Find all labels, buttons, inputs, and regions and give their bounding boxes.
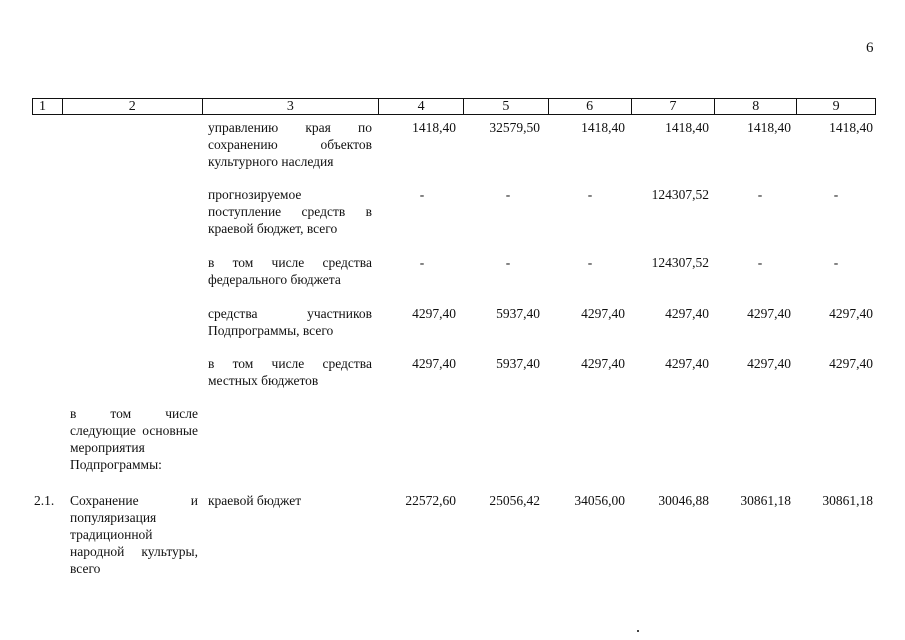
row-value: 4297,40	[412, 306, 456, 321]
row-value: -	[505, 187, 511, 202]
row-value: -	[833, 255, 839, 270]
row-value: -	[757, 255, 763, 270]
row-description: в том числе средства местных бюджетов	[208, 356, 372, 388]
row-description: прогнозируемое поступление средств в краевой бюджет, всего	[208, 187, 372, 236]
item-value: 30861,18	[740, 493, 791, 508]
row-value: -	[587, 255, 593, 270]
row-value: -	[587, 187, 593, 202]
row-value: 4297,40	[412, 356, 456, 371]
row-value: 4297,40	[747, 356, 791, 371]
page-number: 6	[866, 40, 874, 56]
row-value: 4297,40	[581, 306, 625, 321]
row-value: 1418,40	[665, 120, 709, 135]
row-value: 5937,40	[496, 306, 540, 321]
item-description: краевой бюджет	[208, 493, 302, 508]
row-value: 1418,40	[829, 120, 873, 135]
header-col-6: 6	[549, 99, 632, 114]
row-value: 32579,50	[489, 120, 540, 135]
row-value: -	[505, 255, 511, 270]
row-value: -	[833, 187, 839, 202]
scan-speck	[637, 630, 639, 632]
row-description: управлению края по сохранению объектов культурного наследия	[208, 120, 372, 169]
row-value: -	[757, 187, 763, 202]
header-col-1: 1	[33, 99, 63, 114]
item-number: 2.1.	[34, 493, 55, 508]
item-value: 25056,42	[489, 493, 540, 508]
item-value: 30046,88	[658, 493, 709, 508]
header-col-3: 3	[203, 99, 380, 114]
row-description: в том числе средства федерального бюджета	[208, 255, 372, 287]
table-header-row	[32, 98, 876, 115]
item-value: 30861,18	[822, 493, 873, 508]
row-value: 5937,40	[496, 356, 540, 371]
row-value: -	[419, 187, 425, 202]
header-col-9: 9	[832, 99, 840, 114]
header-col-4: 4	[379, 99, 464, 114]
header-col-5: 5	[464, 99, 549, 114]
row-description: средства участников Подпрограммы, всего	[208, 306, 372, 338]
row-value: 4297,40	[665, 356, 709, 371]
row-value: 4297,40	[747, 306, 791, 321]
row-value: -	[419, 255, 425, 270]
item-value: 34056,00	[574, 493, 625, 508]
row-value: 124307,52	[651, 255, 709, 270]
row-value: 4297,40	[581, 356, 625, 371]
row-value: 1418,40	[581, 120, 625, 135]
row-value: 4297,40	[829, 306, 873, 321]
header-col-2: 2	[63, 99, 203, 114]
section-label: в том числе следующие основные мероприятия Подпрограммы:	[70, 406, 198, 472]
row-value: 1418,40	[747, 120, 791, 135]
row-value: 4297,40	[665, 306, 709, 321]
item-name: Сохранение и популяризация традиционной народной культуры, всего	[70, 493, 198, 576]
row-value: 124307,52	[651, 187, 709, 202]
header-col-8: 8	[715, 99, 797, 114]
row-value: 4297,40	[829, 356, 873, 371]
header-col-7: 7	[632, 99, 716, 114]
item-value: 22572,60	[405, 493, 456, 508]
row-value: 1418,40	[412, 120, 456, 135]
